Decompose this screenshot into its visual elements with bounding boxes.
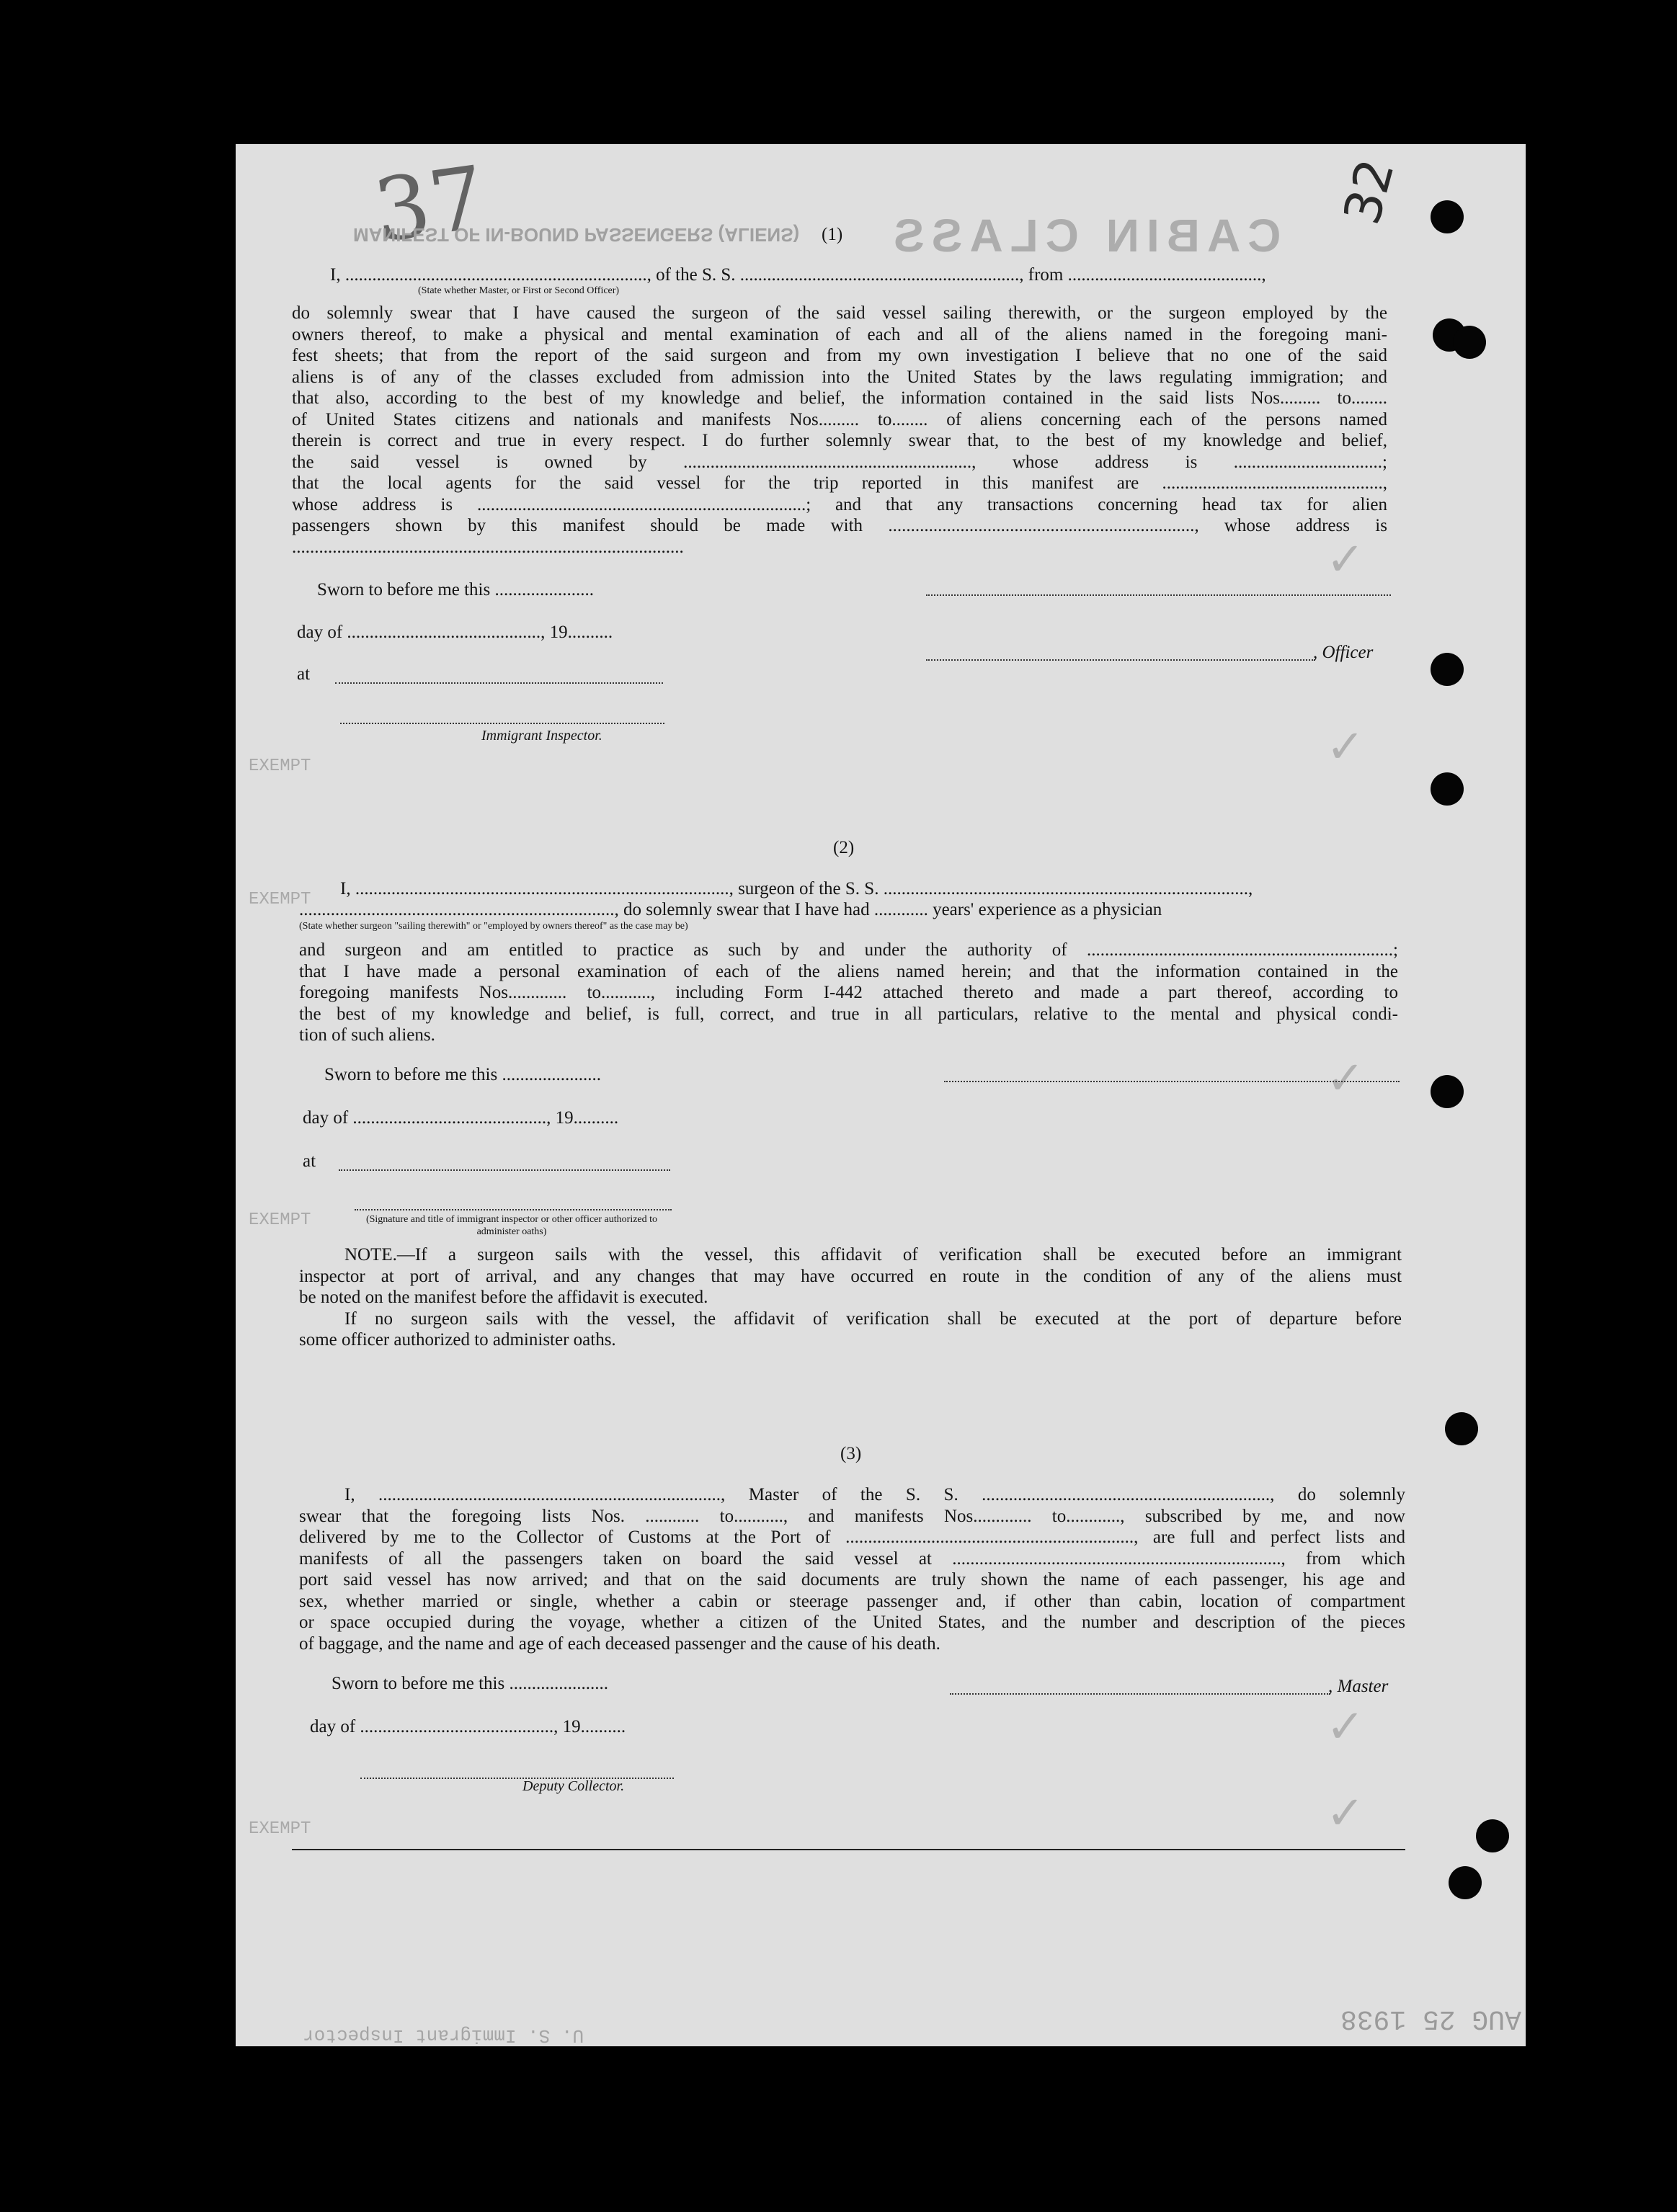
section-3-body — [299, 1484, 1405, 1654]
section-3-line: sex, whether married or single, whether a cabin or steerage passenger and, if other than cabin, location of compartment — [299, 1591, 1405, 1611]
section-2-day: day of ..........................................., 19.......... — [303, 1108, 619, 1128]
note-line: NOTE.—If a surgeon sails with the vessel, this affidavit of verification shall be executed before an immigrant — [344, 1245, 1402, 1265]
section-1-sworn: Sworn to before me this ...................... — [317, 580, 594, 599]
section-2-line: that I have made a personal examination of each of the aliens named herein; and that the information contained in the — [299, 961, 1398, 981]
section-3-line: delivered by me to the Collector of Customs at the Port of ................................................................, are full and perfect lists and — [299, 1528, 1405, 1547]
section-2-sworn: Sworn to before me this ...................... — [324, 1065, 601, 1084]
section-3-line: manifests of all the passengers taken on board the said vessel at ........................................................................., from which — [299, 1548, 1405, 1569]
section-2-first-line: I, ..................................................................................., surgeon of the S. S. ................................................................................., — [340, 879, 1253, 898]
binder-hole — [1431, 200, 1464, 233]
section-1-line: therein is correct and true in every respect. I do further solemnly swear that, to the best of my knowledge and belief, — [292, 431, 1387, 450]
binder-hole — [1431, 653, 1464, 686]
section-2-second-line: ......................................................................, do solemnly swear that I have had ............ years' experience as a physician — [299, 900, 1162, 919]
reverse-side-exempt: EXEMPT — [249, 757, 311, 776]
note-line: some officer authorized to administer oaths. — [299, 1330, 616, 1350]
section-1-line: that also, according to the best of my knowledge and belief, the information contained in the said lists Nos......... to........ — [292, 388, 1387, 408]
binder-hole — [1431, 1075, 1464, 1108]
section-2-right-signature-line — [944, 1081, 1400, 1082]
section-1-at: at — [297, 664, 311, 684]
reverse-side-tick: ✓ — [1326, 721, 1365, 774]
reverse-side-tick: ✓ — [1326, 1787, 1365, 1840]
section-2-caption: (State whether surgeon "sailing therewith" or "employed by owners thereof" as the case may be) — [299, 921, 688, 932]
section-3-line: I, ............................................................................, Master of the S. S. ................................................................, do solemnly — [344, 1485, 1405, 1504]
reverse-side-exempt: EXEMPT — [249, 890, 311, 909]
section-2-at-line — [339, 1169, 670, 1171]
section-2-line: and surgeon and am entitled to practice as such by and under the authority of ....................................................................; — [299, 940, 1398, 960]
section-1-line: ....................................................................................... — [292, 537, 684, 557]
section-2-line: foregoing manifests Nos............. to..........., including Form I-442 attached thereto and made a part thereof, according to — [299, 983, 1398, 1002]
section-1-body — [292, 303, 1387, 558]
section-1-number: (1) — [822, 225, 843, 244]
note-line: be noted on the manifest before the affidavit is executed. — [299, 1288, 708, 1307]
section-2-signature-caption: (Signature and title of immigrant inspector or other officer authorized to administer oaths) — [365, 1214, 658, 1237]
section-2-signature-line — [355, 1209, 672, 1210]
reverse-side-title: CABIN CLASS — [886, 210, 1281, 262]
handwritten-number: 37 — [368, 148, 491, 262]
reverse-side-tick: ✓ — [1326, 533, 1365, 587]
binder-hole — [1476, 1819, 1509, 1852]
section-1-line: of United States citizens and nationals and manifests Nos......... to........ of aliens concerning each of the persons named — [292, 409, 1387, 429]
section-3-collector-caption: Deputy Collector. — [522, 1778, 625, 1794]
reverse-side-exempt: EXEMPT — [249, 1210, 311, 1230]
section-1-first-line: I, ..................................................................., of the S. S. .............................................................., from ..........................................., — [330, 265, 1266, 285]
section-3-collector-line — [360, 1778, 674, 1779]
section-3-line: swear that the foregoing lists Nos. ............ to..........., and manifests Nos............. to............, subscribed by me, and now — [299, 1506, 1405, 1526]
section-3-master-label: , Master — [1328, 1677, 1389, 1696]
binder-hole — [1445, 1412, 1478, 1445]
section-3-line: or space occupied during the voyage, whether a citizen of the United States, and the number and description of the pieces — [299, 1613, 1405, 1632]
section-3-number: (3) — [840, 1444, 862, 1463]
reverse-side-footer: U. S. Immigrant Inspector — [303, 2025, 584, 2046]
section-1-caption: (State whether Master, or First or Second Officer) — [418, 285, 620, 296]
binder-hole — [1431, 772, 1464, 806]
bottom-rule — [292, 1849, 1405, 1850]
section-2-line: tion of such aliens. — [299, 1025, 435, 1045]
section-1-line: the said vessel is owned by ................................................................, whose address is .................................; — [292, 452, 1387, 472]
section-1-line: owners thereof, to make a physical and mental examination of each and all of the aliens named in the foregoing mani- — [292, 324, 1387, 344]
binder-hole — [1453, 326, 1486, 359]
section-2-line: the best of my knowledge and belief, is full, correct, and true in all particulars, relative to the mental and physical condi- — [299, 1004, 1398, 1024]
section-3-day: day of ..........................................., 19.......... — [310, 1717, 626, 1736]
section-1-at-line — [335, 682, 663, 684]
section-2-number: (2) — [833, 838, 855, 857]
reverse-side-exempt: EXEMPT — [249, 1819, 311, 1839]
section-1-line: that the local agents for the said vessel for the trip reported in this manifest are ................................................., — [292, 473, 1387, 493]
reverse-side-stamp: AUG 25 1938 — [1340, 2003, 1521, 2034]
section-2-body — [299, 940, 1398, 1046]
section-2-at: at — [303, 1151, 316, 1171]
section-1-inspector-caption: Immigrant Inspector. — [481, 728, 602, 744]
section-1-line: whose address is .........................................................................; and that any transactions concerning head tax for alien — [292, 494, 1387, 514]
reverse-side-header: MANIFEST OF IN-BOUND PASSENGERS (ALIENS) — [353, 224, 800, 246]
section-1-officer-top-line — [926, 594, 1391, 596]
binder-hole — [1449, 1866, 1482, 1899]
section-3-master-line — [950, 1693, 1330, 1695]
section-1-line: passengers shown by this manifest should be made with ...................................................................., whose address is — [292, 516, 1387, 535]
section-1-officer-label: , Officer — [1313, 643, 1374, 662]
handwritten-corner-mark: 32 — [1332, 153, 1406, 231]
section-3-line: of baggage, and the name and age of each deceased passenger and the cause of his death. — [299, 1633, 940, 1654]
section-3-line: port said vessel has now arrived; and that on the said documents are truly shown the name of each passenger, his age and — [299, 1570, 1405, 1589]
section-1-line: fest sheets; that from the report of the said surgeon and from my own investigation I believe that no one of the said — [292, 346, 1387, 365]
note-line: inspector at port of arrival, and any changes that may have occurred en route in the condition of any of the aliens must — [299, 1266, 1402, 1286]
section-1-line: aliens is of any of the classes excluded from admission into the United States by the laws regulating immigration; and — [292, 367, 1387, 387]
note-line: If no surgeon sails with the vessel, the affidavit of verification shall be executed at the port of departure before — [344, 1308, 1402, 1329]
reverse-side-tick: ✓ — [1326, 1700, 1365, 1754]
section-1-day: day of ..........................................., 19.......... — [297, 623, 613, 642]
section-2-note — [299, 1244, 1402, 1351]
section-1-inspector-line — [340, 723, 664, 724]
section-1-line: do solemnly swear that I have caused the surgeon of the said vessel sailing therewith, or the surgeon employed by the — [292, 303, 1387, 323]
reverse-side-tick: ✓ — [1326, 1052, 1365, 1105]
section-1-officer-line — [926, 659, 1315, 661]
section-3-sworn: Sworn to before me this ...................... — [332, 1674, 608, 1693]
